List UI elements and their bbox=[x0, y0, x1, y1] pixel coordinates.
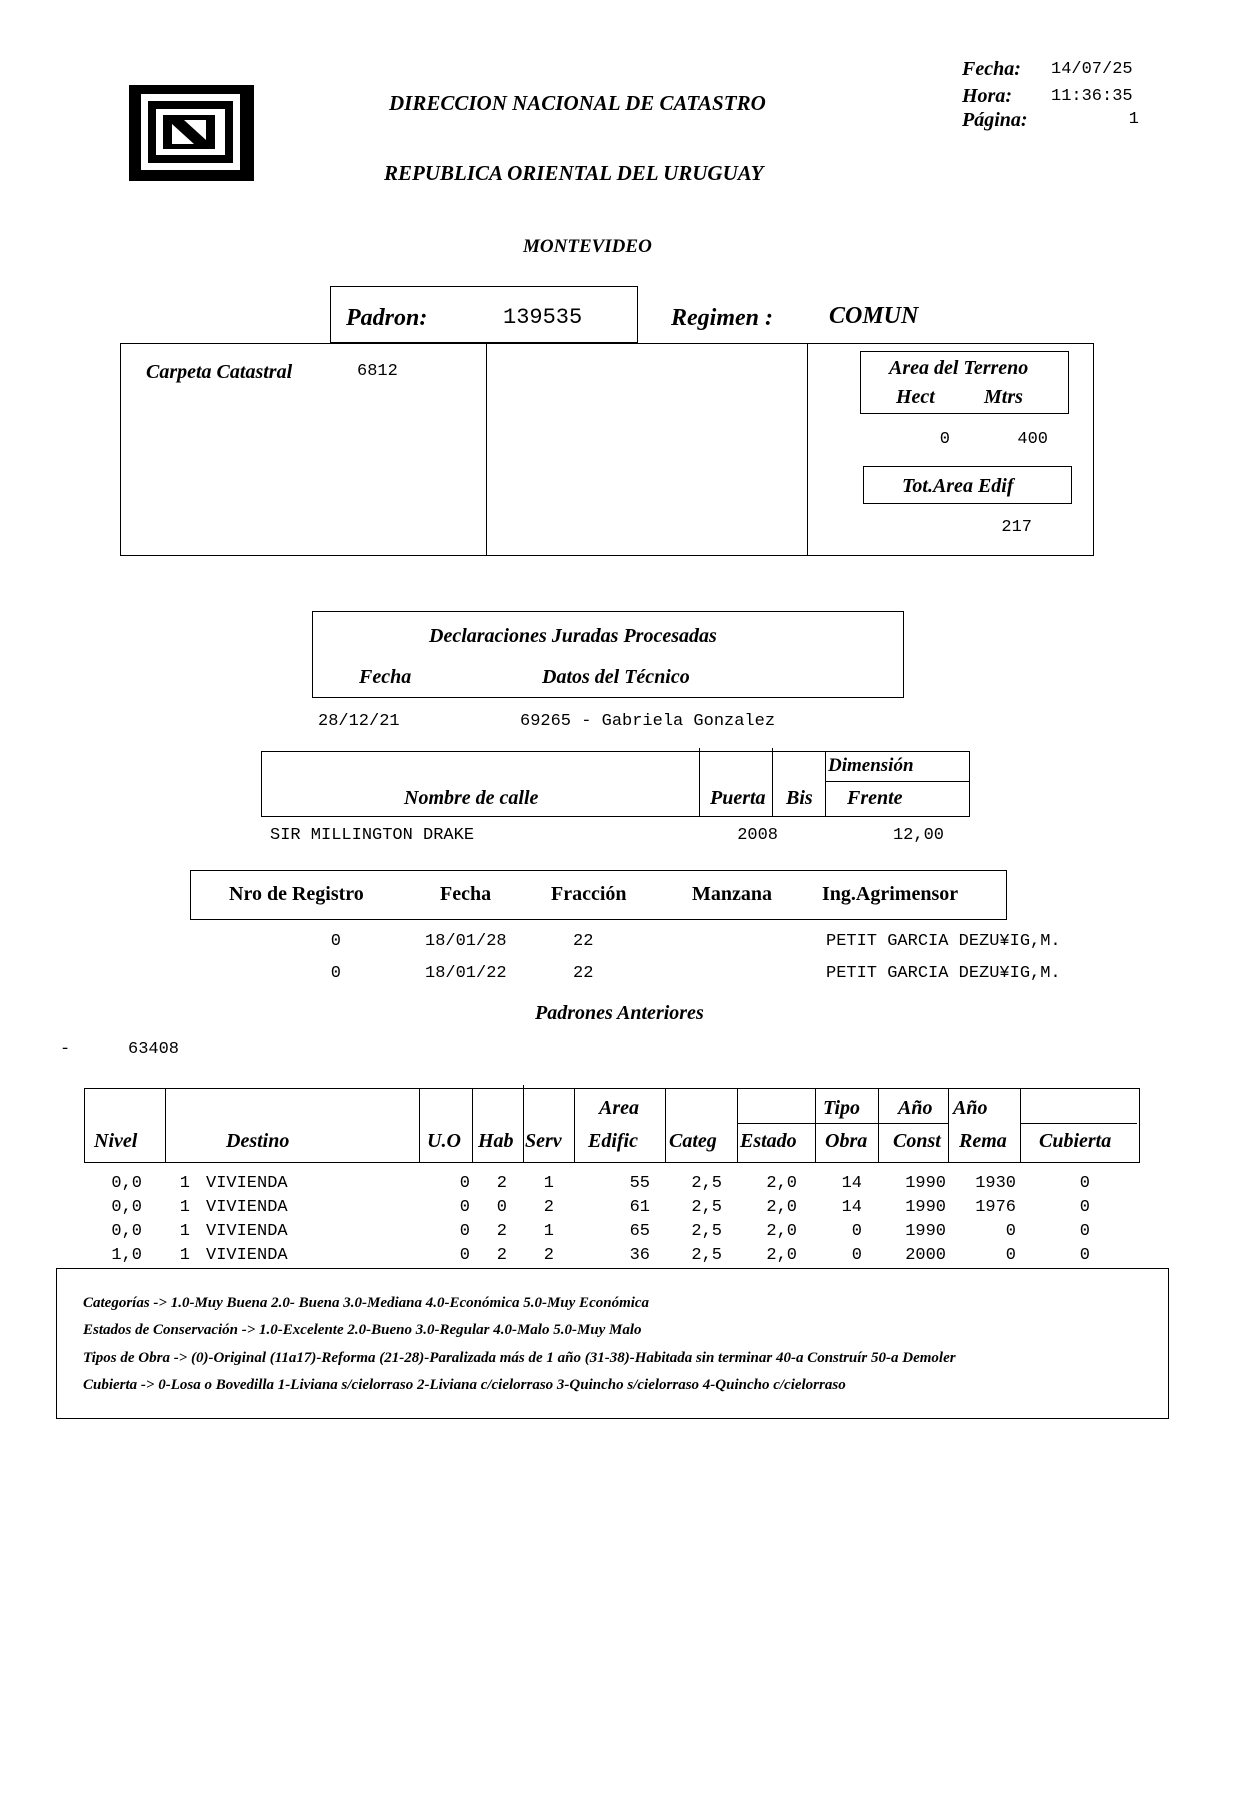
cell-categ: 2,5 bbox=[691, 1246, 722, 1265]
cell-tipo: 0 bbox=[851, 1222, 862, 1241]
padrones-anteriores-title: Padrones Anteriores bbox=[535, 1002, 704, 1024]
cell-rema: 1930 bbox=[975, 1174, 1016, 1193]
padrones-anteriores-value: 63408 bbox=[128, 1040, 180, 1059]
cell-tipo: 14 bbox=[841, 1174, 862, 1193]
declaraciones-fecha-label: Fecha bbox=[359, 666, 412, 688]
registro-header-fecha: Fecha bbox=[440, 883, 492, 905]
col-header-ano1-bottom: Const bbox=[893, 1130, 941, 1152]
calle-dimension-label: Dimensión bbox=[828, 755, 914, 776]
regimen-value: COMUN bbox=[829, 303, 919, 329]
col-header-ano2-bottom: Rema bbox=[959, 1130, 1007, 1152]
cell-uo: 0 bbox=[459, 1246, 470, 1265]
cell-estado: 2,0 bbox=[766, 1174, 797, 1193]
cell-rema: 0 bbox=[1005, 1246, 1016, 1265]
divider bbox=[737, 1123, 948, 1124]
cell-const: 2000 bbox=[905, 1246, 946, 1265]
divider bbox=[419, 1088, 420, 1163]
cell-hab: 2 bbox=[496, 1222, 507, 1241]
col-header-nivel: Nivel bbox=[94, 1130, 138, 1152]
cell-estado: 2,0 bbox=[766, 1246, 797, 1265]
col-header-area-top: Area bbox=[599, 1097, 639, 1119]
divider bbox=[737, 1088, 738, 1163]
pagina-value: 1 bbox=[1128, 110, 1139, 129]
cell-tipo: 14 bbox=[841, 1198, 862, 1217]
registro-header-manzana: Manzana bbox=[692, 883, 772, 905]
cell-serv: 2 bbox=[543, 1198, 554, 1217]
cell-cubierta: 0 bbox=[1079, 1174, 1090, 1193]
legend-box bbox=[56, 1268, 1169, 1419]
divider bbox=[815, 1088, 816, 1163]
cell-area: 65 bbox=[629, 1222, 650, 1241]
registro-header-fraccion: Fracción bbox=[551, 883, 627, 905]
divider bbox=[1020, 1088, 1021, 1163]
declaraciones-tecnico-label: Datos del Técnico bbox=[542, 666, 690, 688]
calle-puerta-value: 2008 bbox=[737, 826, 778, 845]
col-header-serv: Serv bbox=[525, 1130, 562, 1152]
tot-area-value: 217 bbox=[1001, 518, 1032, 537]
col-header-estado: Estado bbox=[740, 1130, 797, 1152]
cell-destino: VIVIENDA bbox=[206, 1198, 288, 1217]
area-terreno-title: Area del Terreno bbox=[889, 357, 1029, 379]
legend-estados: Estados de Conservación -> 1.0-Excelente 2.0-Bueno 3.0-Regular 4.0-Malo 5.0-Muy Malo bbox=[83, 1322, 642, 1338]
cell-estado: 2,0 bbox=[766, 1222, 797, 1241]
cell-nivel: 0,0 bbox=[111, 1174, 142, 1193]
regimen-label: Regimen : bbox=[671, 305, 773, 331]
cell-hab: 2 bbox=[496, 1246, 507, 1265]
col-header-cubierta: Cubierta bbox=[1039, 1130, 1112, 1152]
col-header-tipo-bottom: Obra bbox=[825, 1130, 868, 1152]
hora-value: 11:36:35 bbox=[1051, 87, 1133, 106]
calle-frente-value: 12,00 bbox=[892, 826, 944, 845]
padrones-anteriores-dash: - bbox=[60, 1040, 71, 1059]
cell-nivel: 0,0 bbox=[111, 1198, 142, 1217]
divider bbox=[574, 1088, 575, 1163]
cell-categ: 2,5 bbox=[691, 1198, 722, 1217]
cell-area: 61 bbox=[629, 1198, 650, 1217]
calle-bis-label: Bis bbox=[786, 787, 813, 809]
col-header-destino: Destino bbox=[226, 1130, 290, 1152]
divider bbox=[523, 1085, 524, 1163]
divider bbox=[807, 343, 808, 556]
cell-serv: 2 bbox=[543, 1246, 554, 1265]
col-header-ano2-top: Año bbox=[953, 1097, 988, 1119]
cell-nivel: 1,0 bbox=[111, 1246, 142, 1265]
cell-const: 1990 bbox=[905, 1198, 946, 1217]
cell-destino: VIVIENDA bbox=[206, 1222, 288, 1241]
cell-categ: 2,5 bbox=[691, 1174, 722, 1193]
header-department: MONTEVIDEO bbox=[523, 236, 652, 257]
hect-label: Hect bbox=[896, 386, 935, 408]
carpeta-value: 6812 bbox=[357, 362, 398, 381]
cell-area: 36 bbox=[629, 1246, 650, 1265]
col-header-ano1-top: Año bbox=[898, 1097, 933, 1119]
cell-cubierta: 0 bbox=[1079, 1222, 1090, 1241]
cell-rema: 1976 bbox=[975, 1198, 1016, 1217]
cell-serv: 1 bbox=[543, 1222, 554, 1241]
cell-serv: 1 bbox=[543, 1174, 554, 1193]
cell-cubierta: 0 bbox=[1079, 1246, 1090, 1265]
pagina-label: Página: bbox=[962, 109, 1028, 131]
cell-hab: 2 bbox=[496, 1174, 507, 1193]
divider bbox=[665, 1088, 666, 1163]
divider bbox=[472, 1088, 473, 1163]
declaraciones-tecnico-value: 69265 - Gabriela Gonzalez bbox=[520, 712, 776, 731]
col-header-categ: Categ bbox=[669, 1130, 717, 1152]
calle-puerta-label: Puerta bbox=[710, 787, 766, 809]
divider bbox=[825, 751, 826, 817]
header-subtitle: REPUBLICA ORIENTAL DEL URUGUAY bbox=[384, 161, 764, 185]
cell-cubierta: 0 bbox=[1079, 1198, 1090, 1217]
cell-uo: 0 bbox=[459, 1198, 470, 1217]
calle-frente-label: Frente bbox=[847, 787, 903, 809]
divider bbox=[165, 1088, 166, 1163]
col-header-tipo-top: Tipo bbox=[823, 1097, 861, 1119]
cell-dest-code: 1 bbox=[179, 1246, 190, 1265]
col-header-uo: U.O bbox=[427, 1130, 461, 1152]
cell-uo: 0 bbox=[459, 1174, 470, 1193]
divider bbox=[878, 1088, 879, 1163]
divider bbox=[1020, 1123, 1137, 1124]
cell-const: 1990 bbox=[905, 1222, 946, 1241]
cell-destino: VIVIENDA bbox=[206, 1246, 288, 1265]
cell-uo: 0 bbox=[459, 1222, 470, 1241]
cell-destino: VIVIENDA bbox=[206, 1174, 288, 1193]
header-title: DIRECCION NACIONAL DE CATASTRO bbox=[389, 91, 766, 115]
mtrs-label: Mtrs bbox=[984, 386, 1023, 408]
legend-tipos-obra: Tipos de Obra -> (0)-Original (11a17)-Reforma (21-28)-Paralizada más de 1 año (31-38)-Habitada sin terminar 40-a Construír 50-a Demoler bbox=[83, 1350, 956, 1366]
cell-categ: 2,5 bbox=[691, 1222, 722, 1241]
hect-value: 0 bbox=[939, 430, 950, 449]
calle-nombre-value: SIR MILLINGTON DRAKE bbox=[270, 826, 475, 845]
hora-label: Hora: bbox=[962, 85, 1012, 107]
registro-nro: 0 bbox=[330, 932, 341, 951]
registro-header-nro: Nro de Registro bbox=[229, 883, 364, 905]
divider bbox=[825, 781, 970, 782]
cell-nivel: 0,0 bbox=[111, 1222, 142, 1241]
cell-estado: 2,0 bbox=[766, 1198, 797, 1217]
divider bbox=[699, 748, 700, 817]
registro-nro: 0 bbox=[330, 964, 341, 983]
registro-ing: PETIT GARCIA DEZU¥IG,M. bbox=[826, 964, 1061, 983]
registro-fecha: 18/01/22 bbox=[425, 964, 507, 983]
cell-dest-code: 1 bbox=[179, 1222, 190, 1241]
registro-ing: PETIT GARCIA DEZU¥IG,M. bbox=[826, 932, 1061, 951]
padron-value: 139535 bbox=[503, 305, 583, 330]
col-header-area-bottom: Edific bbox=[588, 1130, 638, 1152]
cell-dest-code: 1 bbox=[179, 1174, 190, 1193]
divider bbox=[486, 343, 487, 556]
cell-hab: 0 bbox=[496, 1198, 507, 1217]
registro-fraccion: 22 bbox=[573, 932, 594, 951]
declaraciones-fecha-value: 28/12/21 bbox=[318, 712, 400, 731]
col-header-hab: Hab bbox=[478, 1130, 514, 1152]
registro-fecha: 18/01/28 bbox=[425, 932, 507, 951]
registro-header-ing: Ing.Agrimensor bbox=[822, 883, 959, 905]
fecha-label: Fecha: bbox=[962, 58, 1021, 80]
divider bbox=[772, 748, 773, 817]
tot-area-label: Tot.Area Edif bbox=[902, 475, 1014, 497]
cell-dest-code: 1 bbox=[179, 1198, 190, 1217]
registro-fraccion: 22 bbox=[573, 964, 594, 983]
cell-area: 55 bbox=[629, 1174, 650, 1193]
carpeta-label: Carpeta Catastral bbox=[146, 361, 293, 383]
catastro-logo bbox=[128, 84, 255, 182]
fecha-value: 14/07/25 bbox=[1051, 60, 1133, 79]
cell-const: 1990 bbox=[905, 1174, 946, 1193]
calle-nombre-label: Nombre de calle bbox=[404, 787, 539, 809]
cell-rema: 0 bbox=[1005, 1222, 1016, 1241]
cell-tipo: 0 bbox=[851, 1246, 862, 1265]
declaraciones-title: Declaraciones Juradas Procesadas bbox=[429, 625, 717, 647]
divider bbox=[948, 1088, 949, 1163]
mtrs-value: 400 bbox=[1017, 430, 1048, 449]
padron-label: Padron: bbox=[346, 305, 428, 331]
legend-cubierta: Cubierta -> 0-Losa o Bovedilla 1-Liviana s/cielorraso 2-Liviana c/cielorraso 3-Quincho s/cielorraso 4-Quincho c/cielorraso bbox=[83, 1377, 846, 1393]
legend-categorias: Categorías -> 1.0-Muy Buena 2.0- Buena 3.0-Mediana 4.0-Económica 5.0-Muy Económica bbox=[83, 1295, 650, 1311]
